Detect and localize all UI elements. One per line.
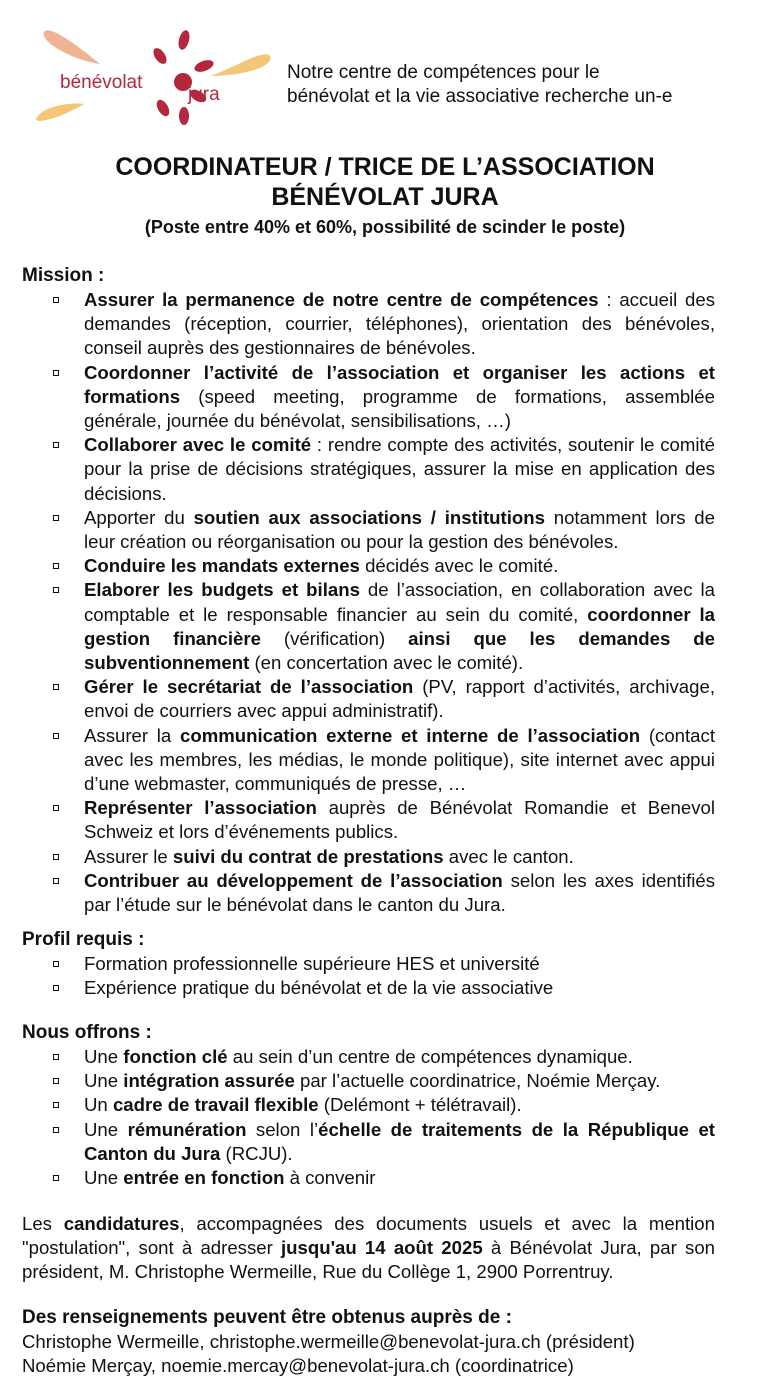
list-item: Assurer la communication externe et interne de l’association (contact avec les membres, les médias, le monde politique), site internet avec appui d’une webmaster, communiqués de presse, … <box>50 724 715 797</box>
list-item: Apporter du soutien aux associations / institutions notamment lors de leur création ou réorganisation ou pour la gestion des bénévoles. <box>50 506 715 554</box>
list-item: Assurer le suivi du contrat de prestations avec le canton. <box>50 845 715 869</box>
list-item: Collaborer avec le comité : rendre compte des activités, soutenir le comité pour la prise de décisions stratégiques, assurer la mise en application des décisions. <box>50 433 715 506</box>
bold-text: ainsi que les demandes de subventionnement <box>84 627 716 674</box>
list-item: Formation professionnelle supérieure HES et université <box>50 952 715 976</box>
bold-text: Conduire les mandats externes <box>84 555 360 577</box>
benevolat-jura-logo <box>18 18 276 134</box>
bold-text: Elaborer les budgets et bilans <box>84 579 360 601</box>
list-item: Une intégration assurée par l’actuelle coordinatrice, Noémie Merçay. <box>50 1069 715 1093</box>
square-bullet-icon <box>53 1127 59 1133</box>
bold-text: rémunération <box>127 1118 247 1140</box>
square-bullet-icon <box>53 370 59 376</box>
bold-text: communication externe et interne de l’association <box>180 724 641 746</box>
offer-list <box>50 1045 715 1190</box>
square-bullet-icon <box>53 684 59 690</box>
mission-heading: Mission : <box>22 265 105 286</box>
logo-text-jura: jura <box>188 84 220 105</box>
square-bullet-icon <box>53 1175 59 1181</box>
list-item: Gérer le secrétariat de l’association (PV, rapport d’activités, archivage, envoi de courriers avec appui administratif). <box>50 675 715 723</box>
square-bullet-icon <box>53 961 59 967</box>
square-bullet-icon <box>53 733 59 739</box>
square-bullet-icon <box>53 515 59 521</box>
square-bullet-icon <box>53 878 59 884</box>
logo-flower <box>151 29 215 125</box>
square-bullet-icon <box>53 297 59 303</box>
square-bullet-icon <box>53 442 59 448</box>
profil-list <box>50 952 715 1000</box>
list-item: Assurer la permanence de notre centre de compétences : accueil des demandes (réception, courrier, téléphones), orientation des bénévoles, conseil auprès des gestionnaires de bénévoles. <box>50 288 715 361</box>
square-bullet-icon <box>53 587 59 593</box>
list-item: Elaborer les budgets et bilans de l’association, en collaboration avec la comptable et le responsable financier au sein du comité, coordonner la gestion financière (vérification) ainsi que les demandes de subventionnement (en concertation avec le comité). <box>50 578 715 675</box>
job-title-line-1: COORDINATEUR / TRICE DE L’ASSOCIATION <box>115 153 655 181</box>
logo-peach-petal <box>44 30 100 64</box>
square-bullet-icon <box>53 805 59 811</box>
bold-text: coordonner la gestion financière <box>84 603 716 649</box>
square-bullet-icon <box>53 985 59 991</box>
job-subtitle: (Poste entre 40% et 60%, possibilité de scinder le poste) <box>144 217 626 237</box>
bold-text: entrée en fonction <box>123 1167 285 1189</box>
bold-text: jusqu'au 14 août 2025 <box>281 1237 483 1259</box>
bold-text: suivi du contrat de prestations <box>172 845 444 867</box>
profil-heading: Profil requis : <box>22 929 145 950</box>
bold-text: intégration assurée <box>123 1070 295 1092</box>
list-item: Contribuer au développement de l’association selon les axes identifiés par l’étude sur le bénévolat dans le canton du Jura. <box>50 869 715 917</box>
contact-heading: Des renseignements peuvent être obtenus auprès de : <box>22 1307 512 1328</box>
square-bullet-icon <box>53 854 59 860</box>
bold-text: échelle de traitements de la République et Canton du Jura <box>84 1118 716 1164</box>
job-title-line-2: BÉNÉVOLAT JURA <box>271 183 499 211</box>
contact-line-president: Christophe Wermeille, christophe.wermeille@benevolat-jura.ch (président) <box>22 1331 635 1352</box>
tagline-line-2: bénévolat et la vie associative recherche un-e <box>287 86 673 107</box>
logo-yellow-petal-right <box>210 54 270 76</box>
logo-yellow-petal-left <box>36 104 84 121</box>
tagline-line-1: Notre centre de compétences pour le <box>287 62 600 83</box>
list-item: Représenter l’association auprès de Bénévolat Romandie et Benevol Schweiz et lors d’événements publics. <box>50 796 715 844</box>
list-item: Une fonction clé au sein d’un centre de compétences dynamique. <box>50 1045 715 1069</box>
list-item: Une entrée en fonction à convenir <box>50 1166 715 1190</box>
job-title <box>0 152 770 212</box>
list-item: Un cadre de travail flexible (Delémont + télétravail). <box>50 1093 715 1117</box>
bold-text: Représenter l’association <box>84 797 317 819</box>
list-item: Expérience pratique du bénévolat et de la vie associative <box>50 976 715 1000</box>
list-item: Coordonner l’activité de l’association et organiser les actions et formations (speed meeting, programme de formations, assemblée générale, journée du bénévolat, sensibilisations, …) <box>50 361 715 434</box>
square-bullet-icon <box>53 1102 59 1108</box>
square-bullet-icon <box>53 563 59 569</box>
bold-text: Assurer la permanence de notre centre de compétences <box>84 289 599 310</box>
contact-line-coordinatrice: Noémie Merçay, noemie.mercay@benevolat-jura.ch (coordinatrice) <box>22 1355 574 1376</box>
bold-text: cadre de travail flexible <box>112 1094 319 1116</box>
logo-text-benevolat: bénévolat <box>60 72 143 93</box>
square-bullet-icon <box>53 1054 59 1060</box>
list-item: Une rémunération selon l’échelle de traitements de la République et Canton du Jura (RCJU). <box>50 1118 715 1166</box>
square-bullet-icon <box>53 1078 59 1084</box>
bold-text: fonction clé <box>123 1046 228 1067</box>
application-paragraph: Les candidatures, accompagnées des documents usuels et avec la mention "postulation", sont à adresser jusqu'au 14 août 2025 à Bénévolat Jura, par son président, M. Christophe Wermeille, Rue du Collège 1, 2900 Porrentruy. <box>22 1213 715 1283</box>
list-item: Conduire les mandats externes décidés avec le comité. <box>50 554 715 578</box>
header-tagline <box>287 61 747 109</box>
bold-text: Collaborer avec le comité <box>84 434 312 456</box>
bold-text: candidatures <box>63 1213 180 1234</box>
mission-list <box>50 288 715 917</box>
bold-text: Contribuer au développement de l’association <box>84 869 503 891</box>
bold-text: soutien aux associations / institutions <box>193 506 545 528</box>
offer-heading: Nous offrons : <box>22 1022 152 1043</box>
bold-text: Gérer le secrétariat de l’association <box>84 676 414 698</box>
bold-text: Coordonner l’activité de l’association et organiser les actions et formations <box>84 361 715 407</box>
